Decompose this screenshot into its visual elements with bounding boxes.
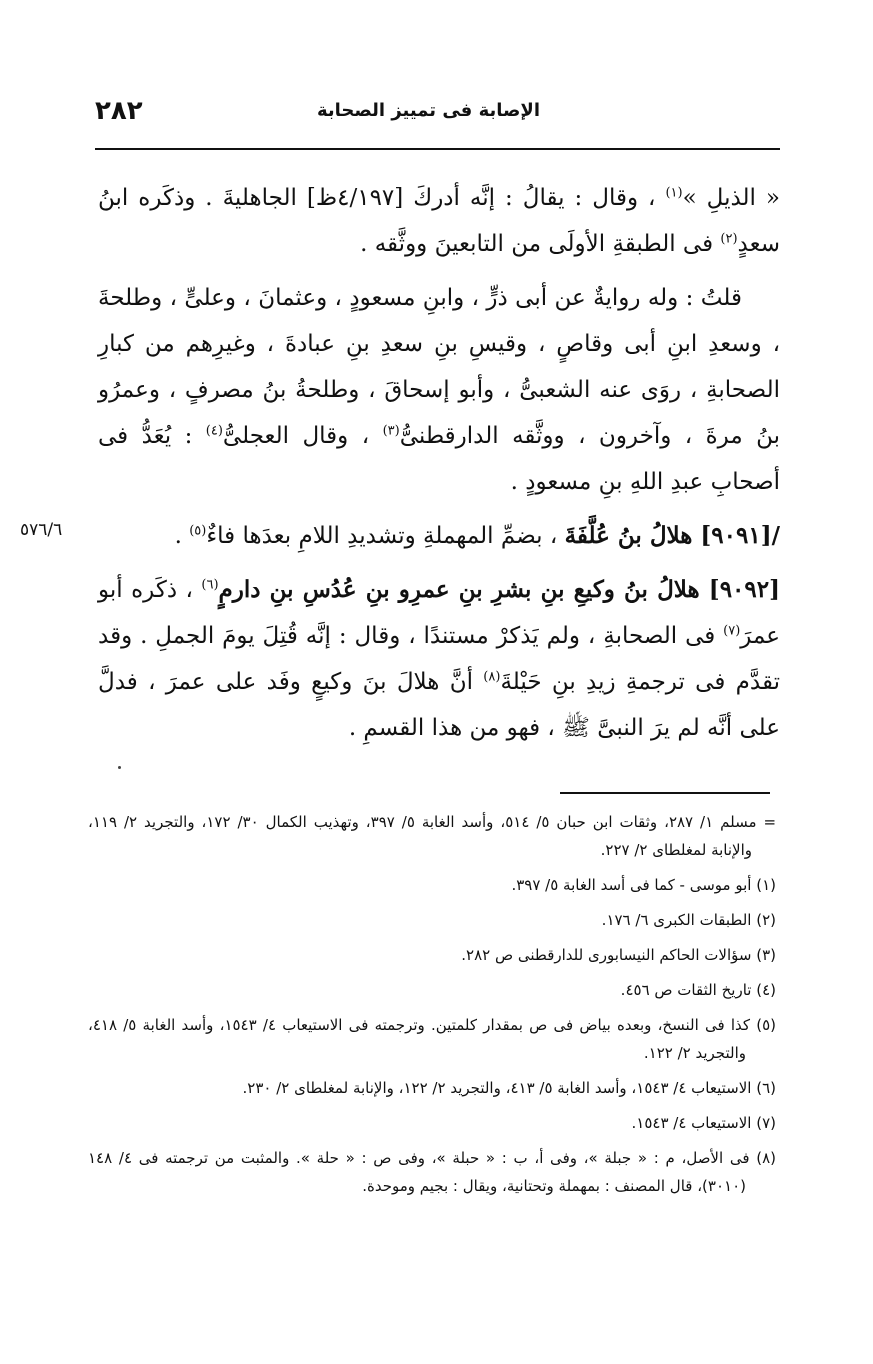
margin-reference: ٥٧٦/٦ (20, 520, 63, 540)
footnote-ref: (٧) (723, 623, 741, 639)
text-segment: قلتُ : وله روايةٌ عن أبى ذرٍّ ، وابنِ مسعودٍ ، وعثمانَ ، وعلىٍّ ، وطلحةَ ، وسعدِ ابنِ أبى وقاصٍ ، وقيسِ بنِ سعدِ بنِ عبادةَ ، وغيرِهم من كبارِ الصحابةِ ، روَى عنه الشعبىُّ ، وأبو إسحاقَ ، وطلحةُ بنُ مصرفٍ ، وعمرُو بنُ مرةَ ، وآخرون ، ووثَّقه الدارقطنىُّ (98, 285, 780, 449)
paragraph-2 (98, 275, 780, 505)
text-segment: ، بضمِّ المهملةِ وتشديدِ اللامِ بعدَها فاءٌ (206, 523, 565, 549)
footnote-4: (٤) تاريخ الثقات ص ٤٥٦. (620, 981, 776, 999)
footnote-ref: (٢) (720, 231, 738, 247)
footnote-ref: (٣) (382, 423, 400, 439)
text-segment: فى الطبقةِ الأولَى من التابعينَ ووثَّقه . (360, 231, 721, 257)
page-header (95, 90, 780, 136)
footnotes (88, 808, 776, 1207)
text-segment: فى الصحابةِ ، ولم يَذكرْ مستندًا ، وقال : إنَّه قُتِلَ يومَ الجملِ . وقد تقدَّم فى ترجمةِ زيدِ بنِ حَيْلةَ (98, 623, 780, 695)
footnote-rule (560, 792, 770, 794)
footnote-ref: (٥) (189, 523, 207, 539)
paragraph-1 (98, 175, 780, 267)
text-segment: « الذيلِ » (682, 185, 780, 211)
page-number: ٢٨٢ (95, 96, 143, 126)
text-segment: . (174, 523, 190, 549)
text-segment: ، وقال : يقالُ : إنَّه أدركَ [٤/١٩٧ظ] الجاهليةَ . وذكَره ابنُ سعدٍ (98, 185, 780, 257)
footnote-2: (٢) الطبقات الكبرى ٦/ ١٧٦. (601, 911, 776, 929)
main-text (98, 175, 780, 759)
entry-heading: [٩٠٩٢] هلالُ بنُ وكيعِ بنِ بشرِ بنِ عمرِو بنِ عُدُسِ بنِ دارمٍ (218, 576, 780, 603)
entry-heading: /[٩٠٩١] هلالُ بنُ عُلَّفَةَ (564, 522, 780, 549)
entry-9091 (98, 513, 780, 559)
footnote-3: (٣) سؤالات الحاكم النيسابورى للدارقطنى ص ٢٨٢. (461, 946, 776, 964)
text-segment: أنَّ هلالَ بنَ وكيعٍ وفَد على عمرَ ، فدلَّ على أنَّه لم يرَ النبىَّ ﷺ ، فهو من هذا القسمِ . (98, 669, 780, 741)
footnote-7: (٧) الاستيعاب ٤/ ١٥٤٣. (631, 1114, 776, 1132)
footnote-ref: (٦) (201, 577, 219, 593)
footnote-8: (٨) فى الأصل، م : « جبلة »، وفى أ، ب : « حبلة »، وفى ص : « حلة ». والمثبت من ترجمته فى ٤/ ١٤٨ (٣٠١٠)، قال المصنف : بمهملة وتحتانية، ويقال : بجيم وموحدة. (88, 1149, 776, 1195)
footnote-6: (٦) الاستيعاب ٤/ ١٥٤٣، وأسد الغابة ٥/ ٤١٣، والتجريد ٢/ ١٢٢، والإنابة لمغلطاى ٢/ ٢٣٠. (242, 1079, 776, 1097)
header-rule (95, 148, 780, 150)
text-segment: ، ذكَره أبو عمرَ (98, 577, 780, 649)
footnote-continuation: = مسلم ١/ ٢٨٧، وثقات ابن حبان ٥/ ٥١٤، وأسد الغابة ٥/ ٣٩٧، وتهذيب الكمال ٣٠/ ١٧٢، والتجريد ٢/ ١١٩، والإنابة لمغلطاى ٢/ ٢٢٧. (88, 813, 777, 859)
footnote-ref: (١) (665, 185, 683, 201)
running-title: الإصابة فى تمييز الصحابة (317, 100, 540, 121)
ink-speck (118, 766, 121, 769)
text-segment: : يُعَدُّ فى أصحابِ عبدِ اللهِ بنِ مسعودٍ . (98, 423, 780, 495)
footnote-ref: (٨) (483, 669, 501, 685)
text-segment: ، وقال العجلىُّ (222, 423, 383, 449)
footnote-5: (٥) كذا فى النسخ، وبعده بياض فى ص بمقدار كلمتين. وترجمته فى الاستيعاب ٤/ ١٥٤٣، وأسد الغابة ٥/ ٤١٨، والتجريد ٢/ ١٢٢. (88, 1016, 776, 1062)
footnote-ref: (٤) (205, 423, 223, 439)
entry-9092 (98, 567, 780, 751)
footnote-1: (١) أبو موسى - كما فى أسد الغابة ٥/ ٣٩٧. (511, 876, 776, 894)
